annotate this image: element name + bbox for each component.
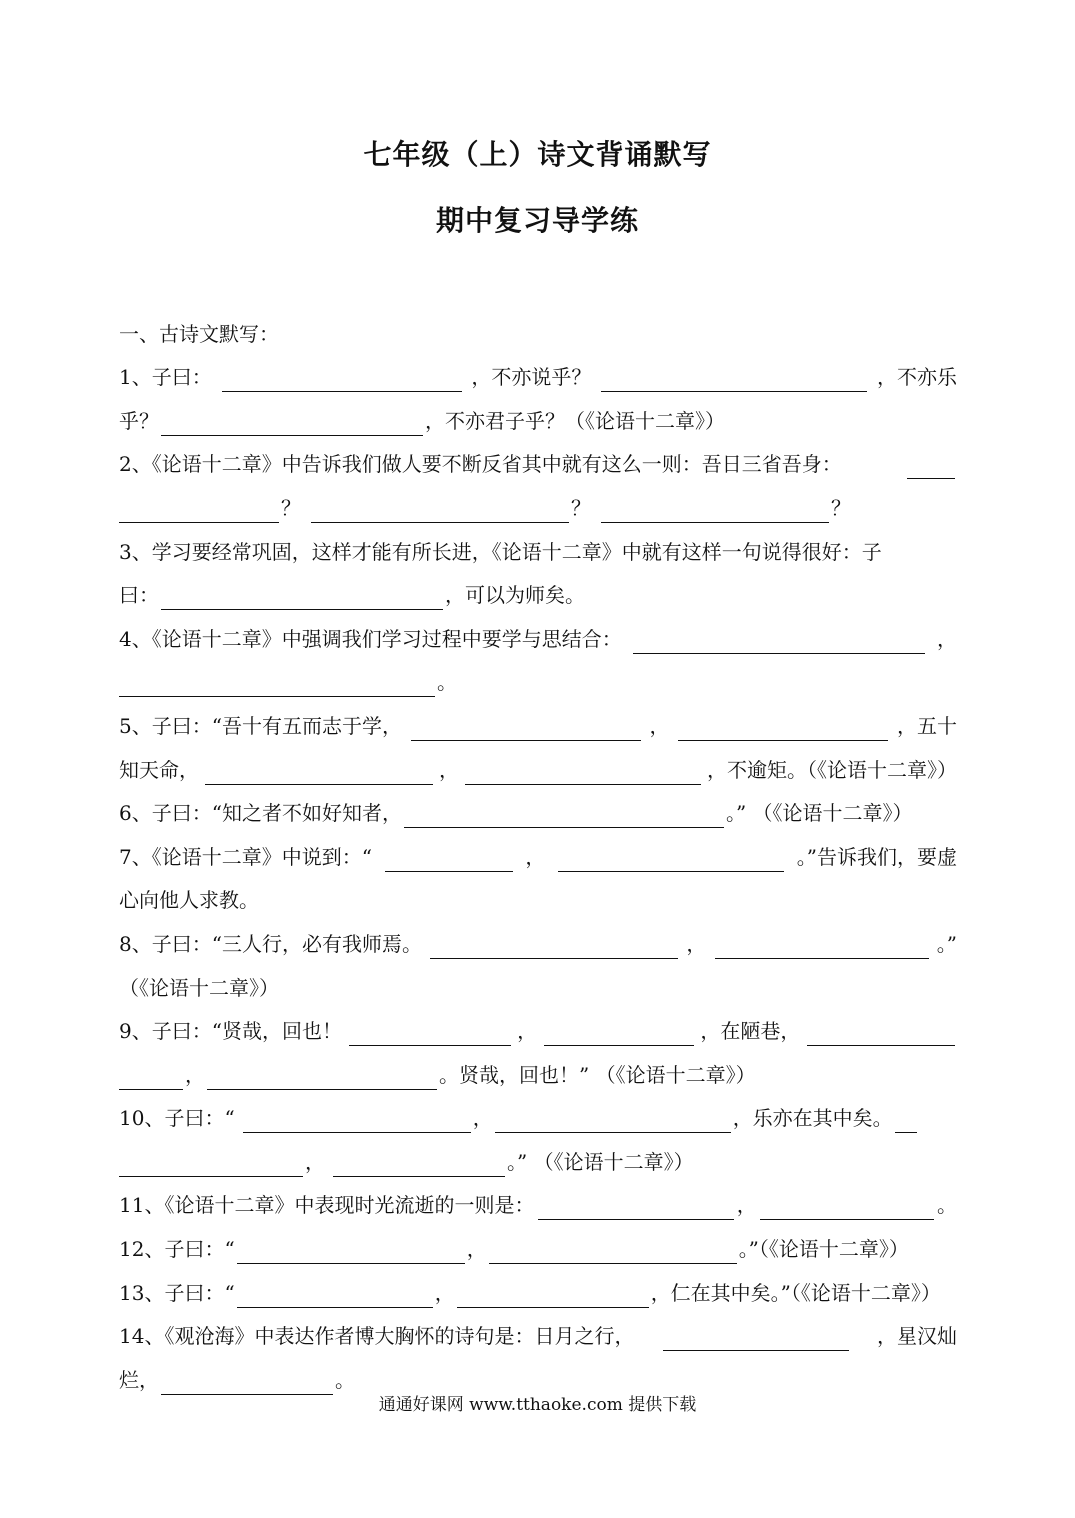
question-3-line-1: 3、学习要经常巩固，这样才能有所长进，《论语十二章》中就有这样一句说得很好：子 bbox=[119, 539, 882, 564]
question-4-line-2: 。 bbox=[119, 654, 957, 698]
answer-blank[interactable] bbox=[385, 851, 513, 872]
question-14-line-2: 烂， 。 bbox=[119, 1351, 957, 1395]
answer-blank[interactable] bbox=[538, 1199, 734, 1220]
question-1-line-2: 乎？ ，不亦君子乎？（《论语十二章》） bbox=[119, 392, 957, 436]
answer-blank[interactable] bbox=[411, 720, 641, 741]
answer-blank[interactable] bbox=[495, 1112, 731, 1133]
answer-blank[interactable] bbox=[161, 589, 443, 610]
answer-blank[interactable] bbox=[558, 851, 784, 872]
question-2-line-2: ？ ？ ？ bbox=[119, 479, 957, 523]
question-7-line-2: 心向他人求教。 bbox=[119, 888, 259, 913]
answer-blank[interactable] bbox=[161, 415, 423, 436]
answer-blank[interactable] bbox=[222, 371, 462, 392]
question-8-line-1: 8、子曰：“三人行，必有我师焉。 ， 。” bbox=[119, 915, 957, 959]
answer-blank[interactable] bbox=[311, 502, 569, 523]
answer-blank[interactable] bbox=[907, 458, 955, 479]
question-9-line-1: 9、子曰：“贤哉，回也！ ， ，在陋巷， bbox=[119, 1003, 957, 1047]
question-14-line-1: 14、《观沧海》中表达作者博大胸怀的诗句是：日月之行， ，星汉灿 bbox=[119, 1308, 957, 1352]
question-5-line-2: 知天命， ， ，不逾矩。（《论语十二章》） bbox=[119, 741, 957, 785]
worksheet-body bbox=[119, 305, 957, 1395]
question-11-line-1: 11、《论语十二章》中表现时光流逝的一则是： ， 。 bbox=[119, 1177, 957, 1221]
question-13-line-1: 13、子曰：“ ， ，仁在其中矣。”（《论语十二章》） bbox=[119, 1264, 957, 1308]
question-3-line-2: 曰： ，可以为师矣。 bbox=[119, 567, 957, 611]
answer-blank[interactable] bbox=[601, 502, 829, 523]
answer-blank[interactable] bbox=[457, 1287, 649, 1308]
answer-blank[interactable] bbox=[601, 371, 867, 392]
answer-blank[interactable] bbox=[544, 1025, 694, 1046]
answer-blank[interactable] bbox=[430, 938, 678, 959]
question-8-line-2: （《论语十二章》） bbox=[119, 975, 279, 1000]
answer-blank[interactable] bbox=[205, 764, 433, 785]
answer-blank[interactable] bbox=[237, 1287, 433, 1308]
question-7-line-1: 7、《论语十二章》中说到：“ ， 。”告诉我们，要虚 bbox=[119, 828, 957, 872]
answer-blank[interactable] bbox=[760, 1199, 934, 1220]
answer-blank[interactable] bbox=[678, 720, 888, 741]
answer-blank[interactable] bbox=[465, 764, 701, 785]
section-heading: 一、古诗文默写： bbox=[119, 321, 279, 346]
answer-blank[interactable] bbox=[207, 1069, 437, 1090]
answer-blank[interactable] bbox=[237, 1243, 465, 1264]
answer-blank[interactable] bbox=[663, 1330, 849, 1351]
question-9-line-2: ， 。贤哉，回也！” （《论语十二章》） bbox=[119, 1046, 957, 1090]
answer-blank[interactable] bbox=[243, 1112, 471, 1133]
question-1-line-1: 1、子曰： ，不亦说乎？ ，不亦乐 bbox=[119, 349, 957, 393]
question-4-line-1: 4、《论语十二章》中强调我们学习过程中要学与思结合： ， bbox=[119, 610, 957, 654]
page-subtitle: 期中复习导学练 bbox=[435, 204, 639, 237]
answer-blank[interactable] bbox=[715, 938, 929, 959]
answer-blank[interactable] bbox=[633, 633, 925, 654]
answer-blank[interactable] bbox=[119, 676, 435, 697]
answer-blank[interactable] bbox=[489, 1243, 737, 1264]
question-6-line-1: 6、子曰：“知之者不如好知者， 。” （《论语十二章》） bbox=[119, 785, 957, 829]
question-10-line-2: ， 。” （《论语十二章》） bbox=[119, 1133, 957, 1177]
question-5-line-1: 5、子曰：“吾十有五而志于学， ， ，五十 bbox=[119, 697, 957, 741]
answer-blank[interactable] bbox=[807, 1025, 955, 1046]
answer-blank[interactable] bbox=[119, 1069, 183, 1090]
page-title: 七年级（上）诗文背诵默写 bbox=[363, 138, 712, 171]
answer-blank[interactable] bbox=[349, 1025, 511, 1046]
download-credit-footer: 通通好课网 www.tthaoke.com 提供下载 bbox=[378, 1395, 697, 1415]
answer-blank[interactable] bbox=[895, 1112, 917, 1133]
answer-blank[interactable] bbox=[119, 1156, 303, 1177]
question-10-line-1: 10、子曰：“ ， ，乐亦在其中矣。 bbox=[119, 1090, 957, 1134]
answer-blank[interactable] bbox=[333, 1156, 505, 1177]
answer-blank[interactable] bbox=[119, 502, 279, 523]
question-2-line-1: 2、《论语十二章》中告诉我们做人要不断反省其中就有这么一则：吾日三省吾身： bbox=[119, 436, 957, 480]
question-12-line-1: 12、子曰：“ ， 。”（《论语十二章》） bbox=[119, 1220, 957, 1264]
answer-blank[interactable] bbox=[404, 807, 724, 828]
